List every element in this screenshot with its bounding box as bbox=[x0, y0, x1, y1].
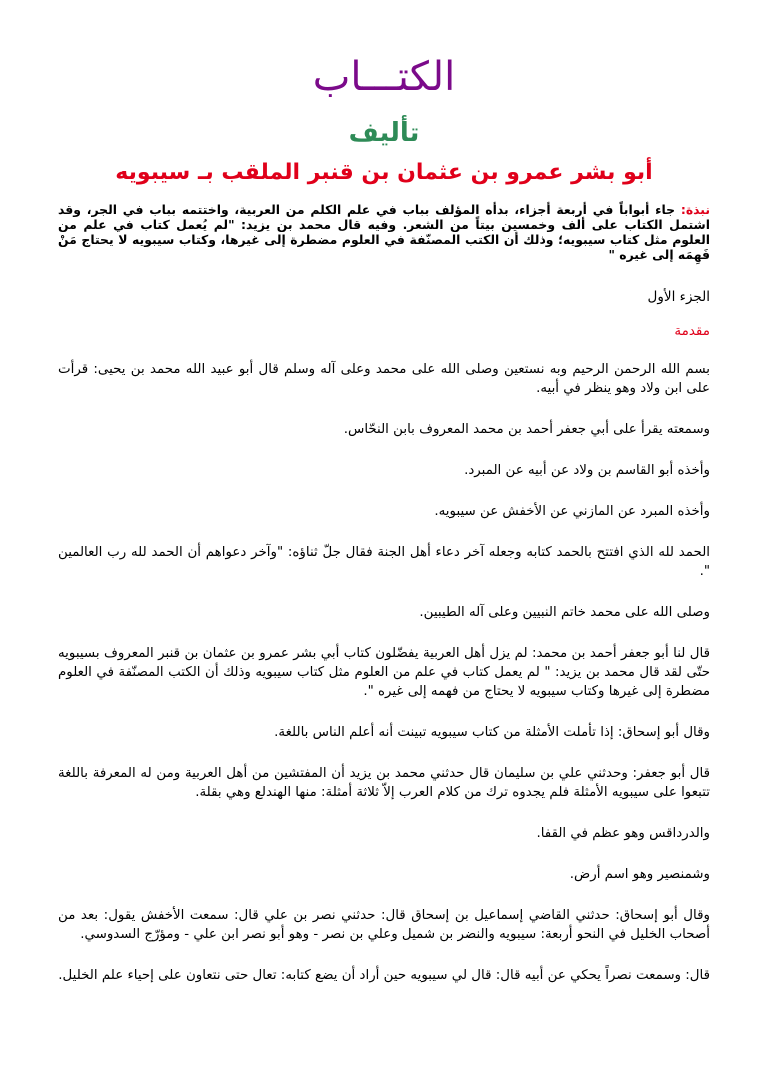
book-summary bbox=[58, 202, 710, 262]
body-paragraph: وأخذه أبو القاسم بن ولاد عن أبيه عن المبرد. bbox=[464, 463, 710, 478]
introduction-heading: مقدمة bbox=[674, 323, 710, 339]
body-paragraph: وقال أبو إسحاق: إذا تأملت الأمثلة من كتاب سيبويه تبينت أنه أعلم الناس باللغة. bbox=[274, 725, 710, 740]
body-paragraphs bbox=[58, 360, 710, 985]
body-paragraph: قال لنا أبو جعفر أحمد بن محمد: لم يزل أهل العربية يفضّلون كتاب أبي بشر عمرو بن عثمان بن قنبر المعروف بسيبويه حتّى لقد قال محمد بن يزيد: " لم يعمل كتاب في علم من العلوم مثل كتاب سيبويه وذلك أن الكتب المصنّفة في العلوم مضطرة إلى غيرها وكتاب سيبويه لا يحتاج من فهمه إلى غيره ". bbox=[58, 646, 710, 699]
body-paragraph: قال: وسمعت نصراً يحكي عن أبيه قال: قال لي سيبويه حين أراد أن يضع كتابه: تعال حتى نتعاون على إحياء علم الخليل. bbox=[58, 968, 710, 983]
summary-label: نبذة: bbox=[680, 202, 710, 217]
authorship-label: تأليف bbox=[348, 118, 420, 148]
body-paragraph: قال أبو جعفر: وحدثني علي بن سليمان قال حدثني محمد بن يزيد أن المفتشين من أهل العربية ومن له المعرفة باللغة تتبعوا على سيبويه الأمثلة فلم يجدوه ترك من كلام العرب إلاّ ثلاثة أمثلة: منها الهندلع وهي بقلة. bbox=[58, 766, 710, 800]
part-heading: الجزء الأول bbox=[647, 289, 710, 305]
body-paragraph: وأخذه المبرد عن المازني عن الأخفش عن سيبويه. bbox=[434, 504, 710, 519]
document-page bbox=[0, 52, 768, 1076]
book-title: الكتـــاب bbox=[312, 54, 456, 100]
body-paragraph: الحمد لله الذي افتتح بالحمد كتابه وجعله آخر دعاء أهل الجنة فقال جلّ ثناؤه: "وآخر دعواهم أن الحمد لله رب العالمين ". bbox=[58, 545, 710, 579]
author-name: أبو بشر عمرو بن عثمان بن قنبر الملقب بـ سيبويه bbox=[115, 160, 653, 185]
body-paragraph: وسمعته يقرأ على أبي جعفر أحمد بن محمد المعروف بابن النحّاس. bbox=[343, 422, 710, 437]
body-paragraph: وقال أبو إسحاق: حدثني القاضي إسماعيل بن إسحاق قال: حدثني نصر بن علي قال: سمعت الأخفش يقول: بعد من أصحاب الخليل في النحو أربعة: سيبويه والنضر بن شميل وعلي بن نصر - وهو أبو نصر ابن علي - ومؤرّج السدوسي. bbox=[58, 908, 710, 942]
body-paragraph: والدرداقس وهو عظم في القفا. bbox=[536, 826, 710, 841]
body-paragraph: وشمنصير وهو اسم أرض. bbox=[569, 867, 710, 882]
summary-text: جاء أبواباً في أربعة أجزاء، بدأه المؤلف بباب في علم الكلم من العربية، واختتمه بباب في الجر، وقد اشتمل الكتاب على ألف وخمسين بيتاً من الشعر. وفيه قال محمد بن يزيد: "لم يُعمل كتاب في علم من العلوم مثل كتاب سيبويه؛ وذلك أن الكتب المصنّفة في العلوم مضطرة إلى غيرها، وكتاب سيبويه لا يحتاج مَنْ فَهِمَه إلى غيره " bbox=[58, 202, 710, 262]
body-paragraph: بسم الله الرحمن الرحيم وبه نستعين وصلى الله على محمد وعلى آله وسلم قال أبو عبيد الله محمد بن يحيى: قرأت على ابن ولاد وهو ينظر في أبيه. bbox=[58, 362, 710, 396]
body-paragraph: وصلى الله على محمد خاتم النبيين وعلى آله الطيبين. bbox=[419, 605, 710, 620]
